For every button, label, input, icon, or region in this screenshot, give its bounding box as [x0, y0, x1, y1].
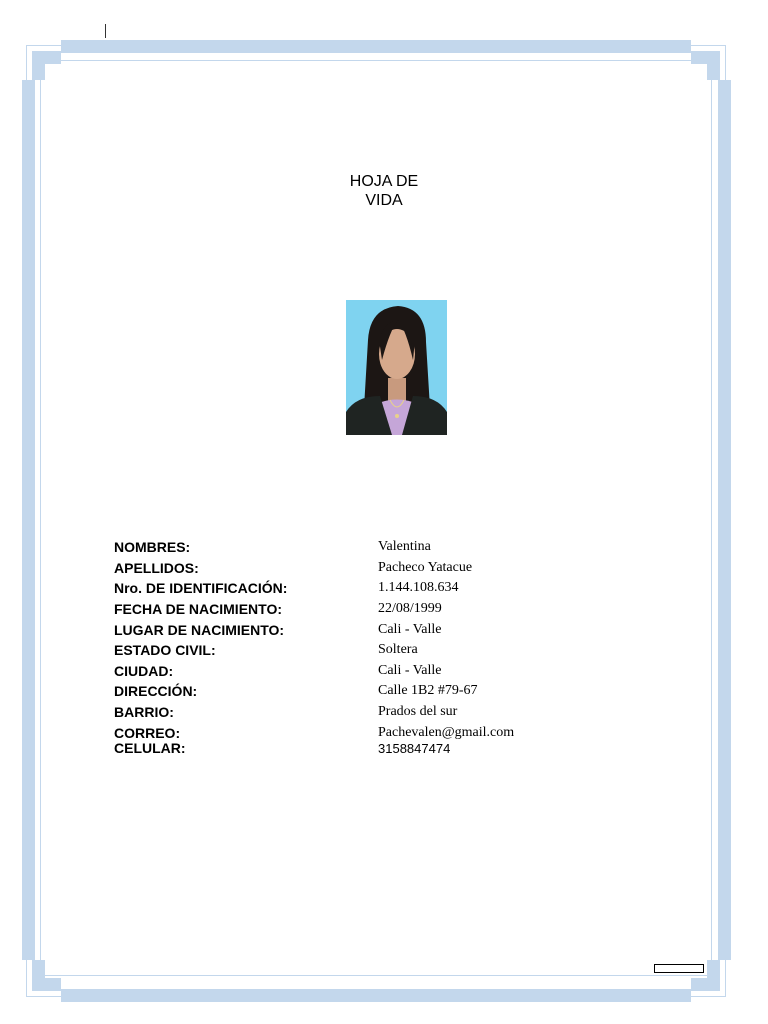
footer-box: [654, 964, 704, 973]
info-label: ESTADO CIVIL:: [114, 642, 216, 659]
info-row-nombres: [114, 537, 514, 558]
info-label: CORREO:: [114, 724, 181, 741]
info-row-celular: [114, 738, 514, 759]
info-value: Valentina: [378, 539, 431, 555]
info-row-apellidos: [114, 558, 514, 579]
info-label: FECHA DE NACIMIENTO:: [114, 601, 282, 618]
info-value: Pacheco Yatacue: [378, 559, 473, 575]
info-value: Cali - Valle: [378, 621, 442, 637]
page-title-line2: VIDA: [365, 192, 403, 209]
page-title-line1: HOJA DE: [349, 173, 419, 190]
info-row-direccion: [114, 681, 514, 702]
info-label: BARRIO:: [114, 704, 174, 721]
info-value: Prados del sur: [378, 704, 458, 720]
info-value: 1.144.108.634: [378, 580, 459, 596]
info-value: Pachevalen@gmail.com: [378, 724, 515, 740]
portrait-photo: [346, 300, 447, 435]
info-label: CELULAR:: [114, 740, 186, 757]
info-row-fecha-nacimiento: [114, 599, 514, 620]
portrait-illustration: [346, 300, 447, 435]
info-value: Cali - Valle: [378, 662, 442, 678]
info-label: LUGAR DE NACIMIENTO:: [114, 621, 285, 638]
info-row-estado-civil: [114, 640, 514, 661]
info-value: 3158847474: [378, 740, 451, 756]
text-cursor: [105, 24, 106, 38]
info-value: 22/08/1999: [378, 601, 442, 617]
info-label: CIUDAD:: [114, 662, 174, 679]
info-label: DIRECCIÓN:: [114, 683, 198, 700]
info-label: APELLIDOS:: [114, 559, 199, 576]
info-row-ciudad: [114, 661, 514, 682]
info-row-barrio: [114, 702, 514, 723]
info-label: Nro. DE IDENTIFICACIÓN:: [114, 580, 288, 597]
personal-info-table: [114, 537, 514, 759]
info-row-lugar-nacimiento: [114, 619, 514, 640]
info-value: Soltera: [378, 642, 418, 658]
info-row-identificacion: [114, 578, 514, 599]
info-label: NOMBRES:: [114, 539, 191, 556]
page-title: [284, 172, 484, 210]
info-value: Calle 1B2 #79-67: [378, 683, 478, 699]
